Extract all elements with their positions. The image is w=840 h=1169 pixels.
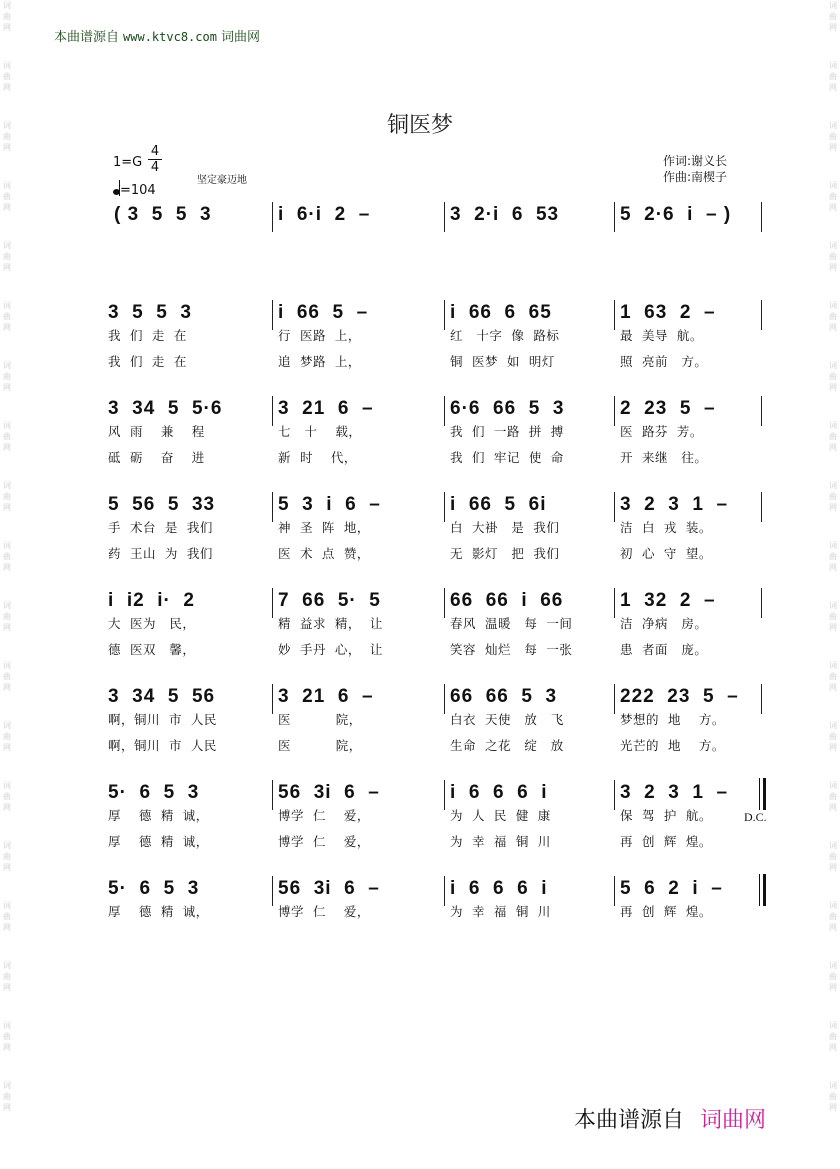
- expression-mark: 坚定豪迈地: [197, 175, 247, 186]
- lyric-verse-1: 我 们 走 在: [108, 328, 187, 343]
- lyric-verse-1: 为 人 民 健 康: [450, 808, 551, 823]
- lyric-verse-2: 我 们 牢记 使 命: [450, 450, 564, 465]
- measure-notes: 3 2·i 6 53: [450, 204, 560, 225]
- lyric-verse-2: 厚 德 精 诚，: [108, 834, 209, 849]
- credits: [663, 153, 727, 185]
- bar-line: [272, 300, 273, 330]
- lyric-verse-1: 洁 净病 房。: [620, 616, 708, 631]
- bar-line: [761, 588, 762, 618]
- lyric-verse-1: 行 医路 上，: [278, 328, 361, 343]
- lyric-verse-1: 啊，铜川 市 人民: [108, 712, 217, 727]
- bar-line: [614, 684, 615, 714]
- measure-notes: 3 2 3 1 –: [620, 782, 729, 803]
- measure-notes: ( 3 5 5 3: [114, 204, 212, 225]
- score-row: [0, 204, 840, 294]
- bar-line: [444, 492, 445, 522]
- lyric-verse-2: 博学 仁 爱，: [278, 834, 370, 849]
- measure-notes: i 6 6 6 i: [450, 878, 548, 899]
- quarter-note-icon: [113, 189, 120, 195]
- measure-notes: 5 2·6 i – ): [620, 204, 732, 225]
- lyric-verse-2: 初 心 守 望。: [620, 546, 712, 561]
- measure-notes: i 66 6 65: [450, 302, 552, 323]
- da-capo-mark: D.C.: [744, 810, 767, 824]
- measure-notes: 1 32 2 –: [620, 590, 716, 611]
- bar-line: [614, 588, 615, 618]
- bar-line: [272, 780, 273, 810]
- lyric-verse-2: 德 医双 馨，: [108, 642, 196, 657]
- lyric-verse-1: 博学 仁 爱，: [278, 808, 370, 823]
- lyric-verse-2: 医 术 点 赞，: [278, 546, 370, 561]
- lyric-verse-1: 我 们 一路 拼 搏: [450, 424, 564, 439]
- lyric-verse-1: 白衣 天使 放 飞: [450, 712, 564, 727]
- footer-label: 本曲谱源自: [574, 1108, 685, 1133]
- lyric-verse-1: 为 幸 福 铜 川: [450, 904, 551, 919]
- score-row: [0, 302, 840, 392]
- measure-notes: 3 21 6 –: [278, 686, 374, 707]
- lyric-verse-1: 红 十字 像 路标: [450, 328, 560, 343]
- watermark-strip-left: 词 曲 网 词 曲 网 词 曲 网 词 曲 网 词 曲 网 词 曲 网 词 曲 网 词 曲 网 词 曲 网 词 曲 网 词 曲 网 词 曲 网 词 曲 网 词 曲 网 词 曲 网 词 曲 网 词 曲 网 词 曲 网 词 曲 网: [3, 1, 11, 1112]
- composer: 作曲:南楔子: [663, 170, 728, 184]
- measure-notes: i i2 i· 2: [108, 590, 195, 611]
- lyric-verse-2: 追 梦路 上，: [278, 354, 361, 369]
- lyric-verse-1: 博学 仁 爱，: [278, 904, 370, 919]
- lyric-verse-2: 啊，铜川 市 人民: [108, 738, 217, 753]
- lyric-verse-2: 笑容 灿烂 每 一张: [450, 642, 573, 657]
- measure-notes: 3 34 5 56: [108, 686, 216, 707]
- score-row: [0, 686, 840, 776]
- source-url[interactable]: www.ktvc8.com: [123, 30, 217, 44]
- lyric-verse-1: 医 路芬 芳。: [620, 424, 703, 439]
- lyricist: 作词:谢义长: [663, 154, 728, 168]
- measure-notes: 222 23 5 –: [620, 686, 739, 707]
- lyric-verse-1: 厚 德 精 诚，: [108, 904, 209, 919]
- bar-line: [761, 300, 762, 330]
- lyric-verse-1: 最 美导 航。: [620, 328, 703, 343]
- source-header: [54, 26, 260, 45]
- bar-line: [272, 202, 273, 232]
- watermark-strip-right: 词 曲 网 词 曲 网 词 曲 网 词 曲 网 词 曲 网 词 曲 网 词 曲 网 词 曲 网 词 曲 网 词 曲 网 词 曲 网 词 曲 网 词 曲 网 词 曲 网 词 曲 网 词 曲 网 词 曲 网 词 曲 网 词 曲 网: [829, 1, 837, 1112]
- lyric-verse-2: 再 创 辉 煌。: [620, 834, 712, 849]
- lyric-verse-2: 无 影灯 把 我们: [450, 546, 560, 561]
- lyric-verse-1: 再 创 辉 煌。: [620, 904, 712, 919]
- bar-line: [761, 684, 762, 714]
- lyric-verse-1: 风 雨 兼 程: [108, 424, 205, 439]
- tempo-marking: [113, 180, 156, 198]
- footer-source: [574, 1103, 766, 1134]
- lyric-verse-1: 保 驾 护 航。: [620, 808, 712, 823]
- lyric-verse-2: 照 亮前 方。: [620, 354, 708, 369]
- meter-bottom: 4: [150, 160, 160, 175]
- lyric-verse-1: 七 十 载，: [278, 424, 362, 439]
- time-signature: [148, 144, 162, 175]
- measure-notes: 1 63 2 –: [620, 302, 716, 323]
- measure-notes: 3 2 3 1 –: [620, 494, 729, 515]
- lyric-verse-2: 医 院，: [278, 738, 362, 753]
- measure-notes: i 66 5 6i: [450, 494, 547, 515]
- lyric-verse-2: 为 幸 福 铜 川: [450, 834, 551, 849]
- measure-notes: 7 66 5· 5: [278, 590, 381, 611]
- bar-line: [272, 684, 273, 714]
- measure-notes: 3 21 6 –: [278, 398, 374, 419]
- bar-line: [444, 876, 445, 906]
- song-title: 铜医梦: [386, 113, 453, 138]
- bar-line: [444, 202, 445, 232]
- measure-notes: 5 6 2 i –: [620, 878, 723, 899]
- lyric-verse-2: 新 时 代，: [278, 450, 357, 465]
- key-signature: 1=G: [113, 155, 143, 170]
- lyric-verse-1: 手 术台 是 我们: [108, 520, 213, 535]
- bar-line: [761, 396, 762, 426]
- bar-line: [444, 684, 445, 714]
- bar-line: [272, 492, 273, 522]
- lyric-verse-2: 生命 之花 绽 放: [450, 738, 564, 753]
- lyric-verse-2: 砥 砺 奋 进: [108, 450, 205, 465]
- meter-top: 4: [148, 144, 162, 160]
- bar-line: [614, 300, 615, 330]
- bar-line: [444, 780, 445, 810]
- lyric-verse-2: 我 们 走 在: [108, 354, 187, 369]
- lyric-verse-1: 神 圣 阵 地，: [278, 520, 370, 535]
- measure-notes: 5· 6 5 3: [108, 878, 200, 899]
- bar-line: [614, 876, 615, 906]
- measure-notes: 5 56 5 33: [108, 494, 216, 515]
- lyric-verse-1: 春风 温暖 每 一间: [450, 616, 573, 631]
- bar-line: [761, 492, 762, 522]
- measure-notes: 6·6 66 5 3: [450, 398, 565, 419]
- lyric-verse-2: 妙 手丹 心， 让: [278, 642, 383, 657]
- bar-line: [272, 588, 273, 618]
- measure-notes: 3 34 5 5·6: [108, 398, 223, 419]
- lyric-verse-2: 药 王山 为 我们: [108, 546, 213, 561]
- bar-line: [614, 396, 615, 426]
- lyric-verse-2: 开 来继 往。: [620, 450, 708, 465]
- bar-line: [761, 202, 762, 232]
- score-row: [0, 782, 840, 872]
- bar-line: [614, 492, 615, 522]
- footer-site[interactable]: 词曲网: [700, 1108, 767, 1133]
- lyric-verse-1: 梦想的 地 方。: [620, 712, 725, 727]
- measure-notes: 56 3i 6 –: [278, 782, 380, 803]
- lyric-verse-1: 白 大褂 是 我们: [450, 520, 560, 535]
- bar-line: [444, 396, 445, 426]
- measure-notes: 3 5 5 3: [108, 302, 192, 323]
- score-row: [0, 398, 840, 488]
- measure-notes: 5· 6 5 3: [108, 782, 200, 803]
- bar-line: [444, 588, 445, 618]
- measure-notes: i 6·i 2 –: [278, 204, 371, 225]
- bar-line: [614, 202, 615, 232]
- lyric-verse-1: 洁 白 戎 装。: [620, 520, 712, 535]
- measure-notes: 2 23 5 –: [620, 398, 716, 419]
- measure-notes: i 66 5 –: [278, 302, 369, 323]
- score-row: [0, 878, 840, 968]
- end-bar-line: [759, 778, 765, 810]
- measure-notes: 5 3 i 6 –: [278, 494, 381, 515]
- measure-notes: 56 3i 6 –: [278, 878, 380, 899]
- lyric-verse-1: 厚 德 精 诚，: [108, 808, 209, 823]
- score-row: [0, 494, 840, 584]
- lyric-verse-2: 患 者面 庞。: [620, 642, 708, 657]
- measure-notes: i 6 6 6 i: [450, 782, 548, 803]
- bar-line: [272, 876, 273, 906]
- bar-line: [444, 300, 445, 330]
- lyric-verse-1: 精 益求 精， 让: [278, 616, 383, 631]
- source-label: 本曲谱源自: [54, 30, 120, 45]
- tempo-value: =104: [120, 183, 156, 198]
- measure-notes: 66 66 i 66: [450, 590, 564, 611]
- lyric-verse-2: 光芒的 地 方。: [620, 738, 725, 753]
- end-bar-line: [759, 874, 765, 906]
- source-site[interactable]: 词曲网: [220, 30, 260, 45]
- lyric-verse-2: 铜 医梦 如 明灯: [450, 354, 555, 369]
- measure-notes: 66 66 5 3: [450, 686, 558, 707]
- bar-line: [614, 780, 615, 810]
- lyric-verse-1: 医 院，: [278, 712, 362, 727]
- lyric-verse-1: 大 医为 民，: [108, 616, 196, 631]
- bar-line: [272, 396, 273, 426]
- score-row: [0, 590, 840, 680]
